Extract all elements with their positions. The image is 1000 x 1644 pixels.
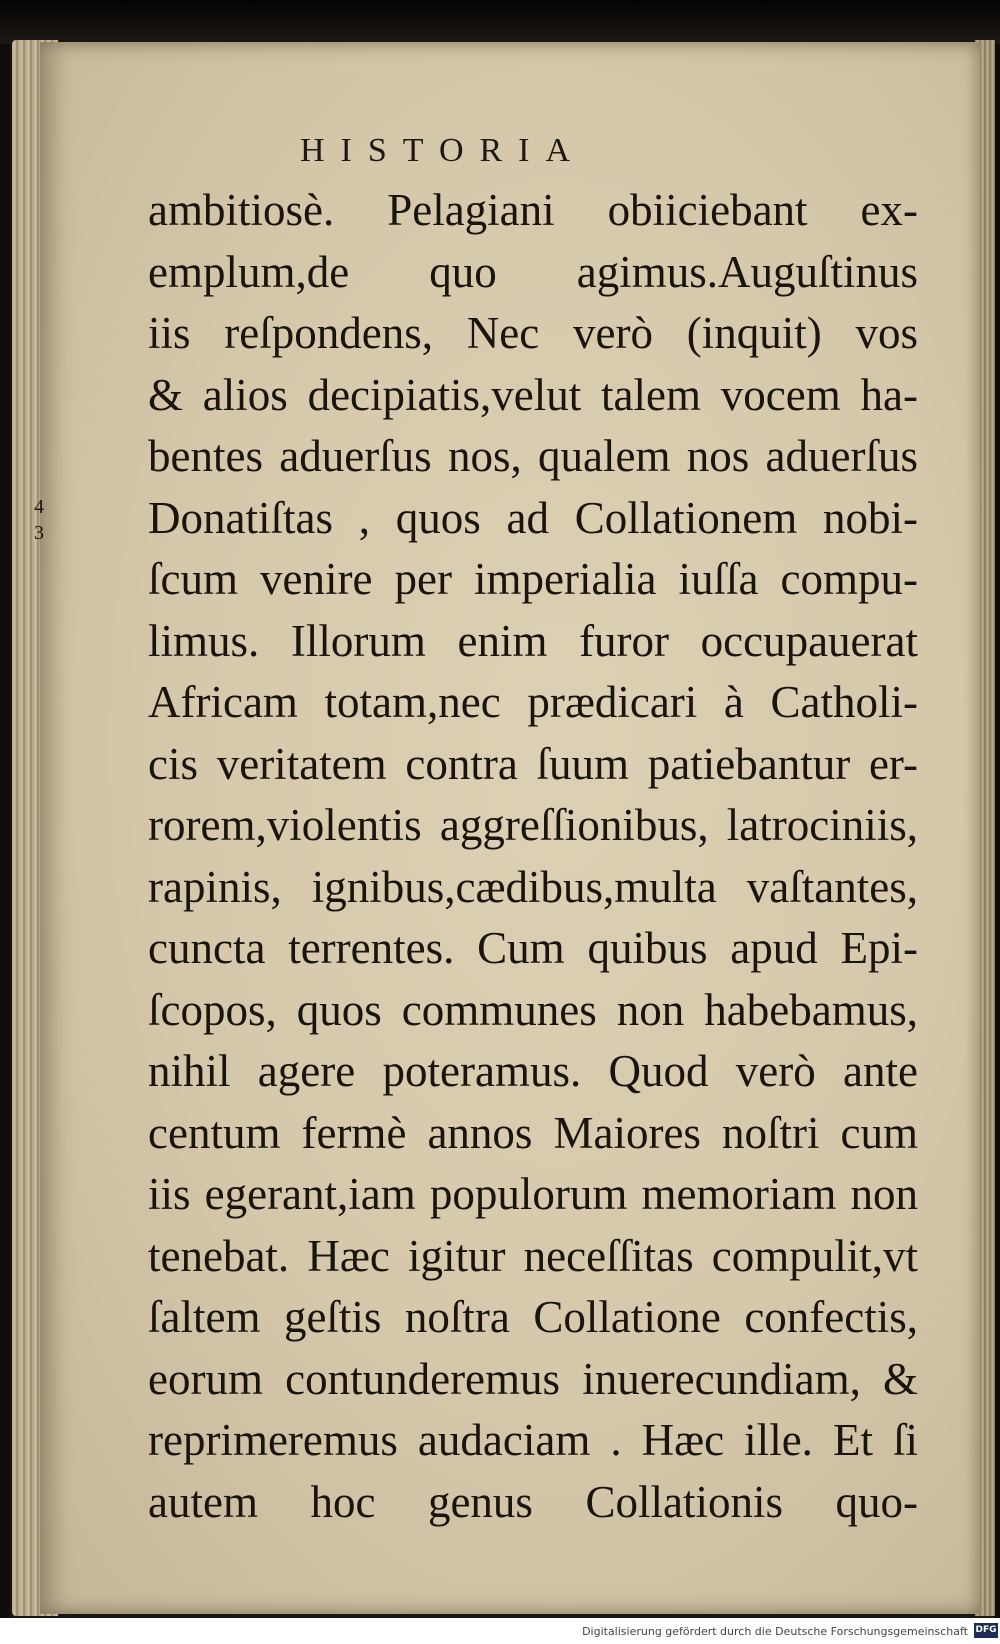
text-line-14: ſcopos, quos communes non habebamus,	[148, 984, 918, 1035]
text-line-13: cuncta terrentes. Cum quibus apud Epi-	[148, 923, 918, 973]
text-line-1: ambitiosè. Pelagiani obiiciebant ex-	[148, 185, 918, 235]
text-line-17: iis egerant,iam populorum memoriam non	[148, 1169, 918, 1219]
text-line-20: eorum contunderemus inuerecundiam, &	[148, 1353, 918, 1404]
text-line-21: reprimeremus audaciam . Hæc ille. Et ſi	[148, 1415, 918, 1465]
text-line-11: rorem,violentis aggreſſionibus, latrociniis,	[148, 800, 918, 850]
margin-note	[32, 494, 46, 546]
text-line-5: bentes aduerſus nos, qualem nos aduerſus	[148, 431, 918, 481]
funding-credit: Digitalisierung gefördert durch die Deutsche Forschungsgemeinschaft	[582, 1625, 968, 1638]
dfg-logo: DFG	[974, 1623, 998, 1638]
text-line-22: autem hoc genus Collationis quo-	[148, 1476, 918, 1527]
text-line-4: & alios decipiatis,velut talem vocem ha-	[148, 369, 918, 420]
text-line-19: ſaltem geſtis noſtra Collatione confectis,	[148, 1292, 918, 1342]
text-line-10: cis veritatem contra ſuum patiebantur er-	[148, 738, 918, 789]
text-line-16: centum fermè annos Maiores noſtri cum	[148, 1107, 918, 1158]
text-line-6: Donatiſtas , quos ad Collationem nobi-	[148, 492, 918, 543]
text-line-3: iis reſpondens, Nec verò (inquit) vos	[148, 308, 918, 358]
text-line-9: Africam totam,nec prædicari à Catholi-	[148, 677, 918, 727]
text-line-2: emplum,de quo agimus.Auguſtinus	[148, 246, 918, 297]
text-line-7: ſcum venire per imperialia iuſſa compu-	[148, 554, 918, 604]
text-line-15: nihil agere poteramus. Quod verò ante	[148, 1046, 918, 1096]
body-text	[148, 180, 918, 1533]
text-line-8: limus. Illorum enim furor occupauerat	[148, 615, 918, 666]
margin-note-text: 4 3	[34, 496, 44, 544]
running-header: HISTORIA	[300, 132, 587, 169]
text-line-12: rapinis, ignibus,cædibus,multa vaſtantes,	[148, 861, 918, 912]
text-line-18: tenebat. Hæc igitur neceſſitas compulit,vt	[148, 1230, 918, 1281]
